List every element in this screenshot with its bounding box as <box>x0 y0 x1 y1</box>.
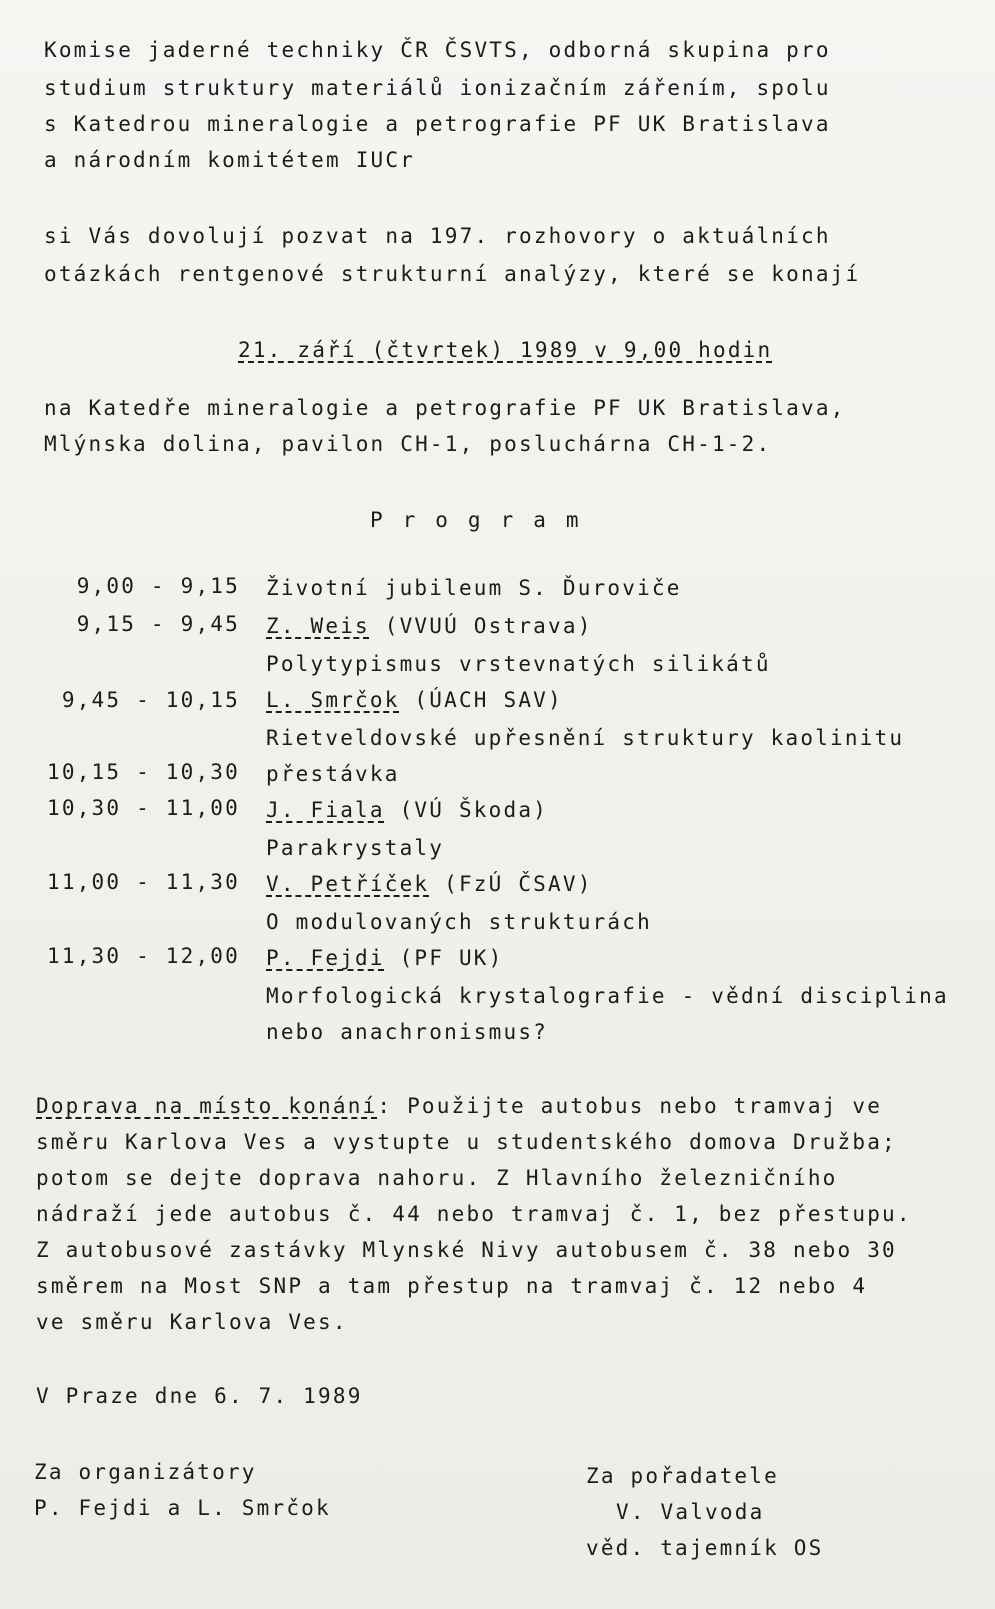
program-time: 11,30 - 12,00 <box>47 944 240 968</box>
hosts-role: věd. tajemník OS <box>586 1536 824 1560</box>
program-speaker: L. Smrčok <box>266 688 400 712</box>
program-heading: Program <box>370 508 599 532</box>
program-affiliation: přestávka <box>266 762 400 786</box>
transport-line-3: potom se dejte doprava nahoru. Z Hlavního železničního <box>36 1166 838 1190</box>
program-affiliation: (PF UK) <box>384 946 504 970</box>
intro-line-2: studium struktury materiálů ionizačním zářením, spolu <box>44 76 831 100</box>
program-entry <box>266 946 504 970</box>
venue-line-2: Mlýnska dolina, pavilon CH-1, posluchárna CH-1-2. <box>44 432 772 456</box>
transport-line-4: nádraží jede autobus č. 44 nebo tramvaj č. 1, bez přestupu. <box>36 1202 912 1226</box>
organizers-label: Za organizátory <box>34 1460 257 1484</box>
intro-line-4: a národním komitétem IUCr <box>44 148 416 172</box>
program-entry <box>266 798 548 822</box>
program-topic: Morfologická krystalografie - vědní disciplina <box>266 984 949 1008</box>
program-time: 9,45 - 10,15 <box>61 688 240 712</box>
program-entry <box>266 872 593 896</box>
program-time: 11,00 - 11,30 <box>47 870 240 894</box>
program-affiliation: (ÚACH SAV) <box>399 688 563 712</box>
transport-line-2: směru Karlova Ves a vystupte u studentského domova Družba; <box>36 1130 897 1154</box>
organizers-names: P. Fejdi a L. Smrčok <box>34 1496 331 1520</box>
program-entry <box>266 762 400 786</box>
program-topic: Rietveldovské upřesnění struktury kaolinitu <box>266 726 905 750</box>
transport-heading: Doprava na místo konání <box>36 1094 378 1118</box>
program-topic: O modulovaných strukturách <box>266 910 652 934</box>
transport-line-6: směrem na Most SNP a tam přestup na tramvaj č. 12 nebo 4 <box>36 1274 868 1298</box>
invite-line-2: otázkách rentgenové strukturní analýzy, které se konají <box>44 262 861 286</box>
program-affiliation: (VÚ Škoda) <box>384 798 549 822</box>
program-topic: Polytypismus vrstevnatých silikátů <box>266 652 771 676</box>
program-topic: Parakrystaly <box>266 836 445 860</box>
program-affiliation: Životní jubileum S. Ďuroviče <box>266 576 682 600</box>
program-time: 9,00 - 9,15 <box>76 574 240 598</box>
program-entry <box>266 614 593 638</box>
program-entry <box>266 576 682 600</box>
invite-line-1: si Vás dovolují pozvat na 197. rozhovory o aktuálních <box>44 224 831 248</box>
program-affiliation: (FzÚ ČSAV) <box>429 872 593 896</box>
event-date: 21. září (čtvrtek) 1989 v 9,00 hodin <box>238 338 773 362</box>
hosts-label: Za pořadatele <box>586 1464 779 1488</box>
program-affiliation: (VVUÚ Ostrava) <box>369 614 593 638</box>
program-topic-continued: nebo anachronismus? <box>266 1020 549 1044</box>
transport-line-7: ve směru Karlova Ves. <box>36 1310 348 1334</box>
transport-line-1 <box>36 1094 882 1118</box>
intro-line-3: s Katedrou mineralogie a petrografie PF UK Bratislava <box>44 112 831 136</box>
program-speaker: V. Petříček <box>266 872 430 896</box>
place-date: V Praze dne 6. 7. 1989 <box>36 1384 363 1408</box>
transport-text: : Použijte autobus nebo tramvaj ve <box>377 1094 883 1118</box>
program-time: 9,15 - 9,45 <box>76 612 240 636</box>
event-date-line <box>238 338 772 362</box>
program-time: 10,30 - 11,00 <box>47 796 240 820</box>
transport-line-5: Z autobusové zastávky Mlynské Nivy autobusem č. 38 nebo 30 <box>36 1238 897 1262</box>
intro-line-1: Komise jaderné techniky ČR ČSVTS, odborná skupina pro <box>44 38 831 62</box>
venue-line-1: na Katedře mineralogie a petrografie PF UK Bratislava, <box>44 396 846 420</box>
program-speaker: J. Fiala <box>266 798 385 822</box>
program-entry <box>266 688 563 712</box>
program-speaker: Z. Weis <box>266 614 370 638</box>
program-speaker: P. Fejdi <box>266 946 385 970</box>
program-time: 10,15 - 10,30 <box>47 760 240 784</box>
hosts-name: V. Valvoda <box>616 1500 765 1524</box>
